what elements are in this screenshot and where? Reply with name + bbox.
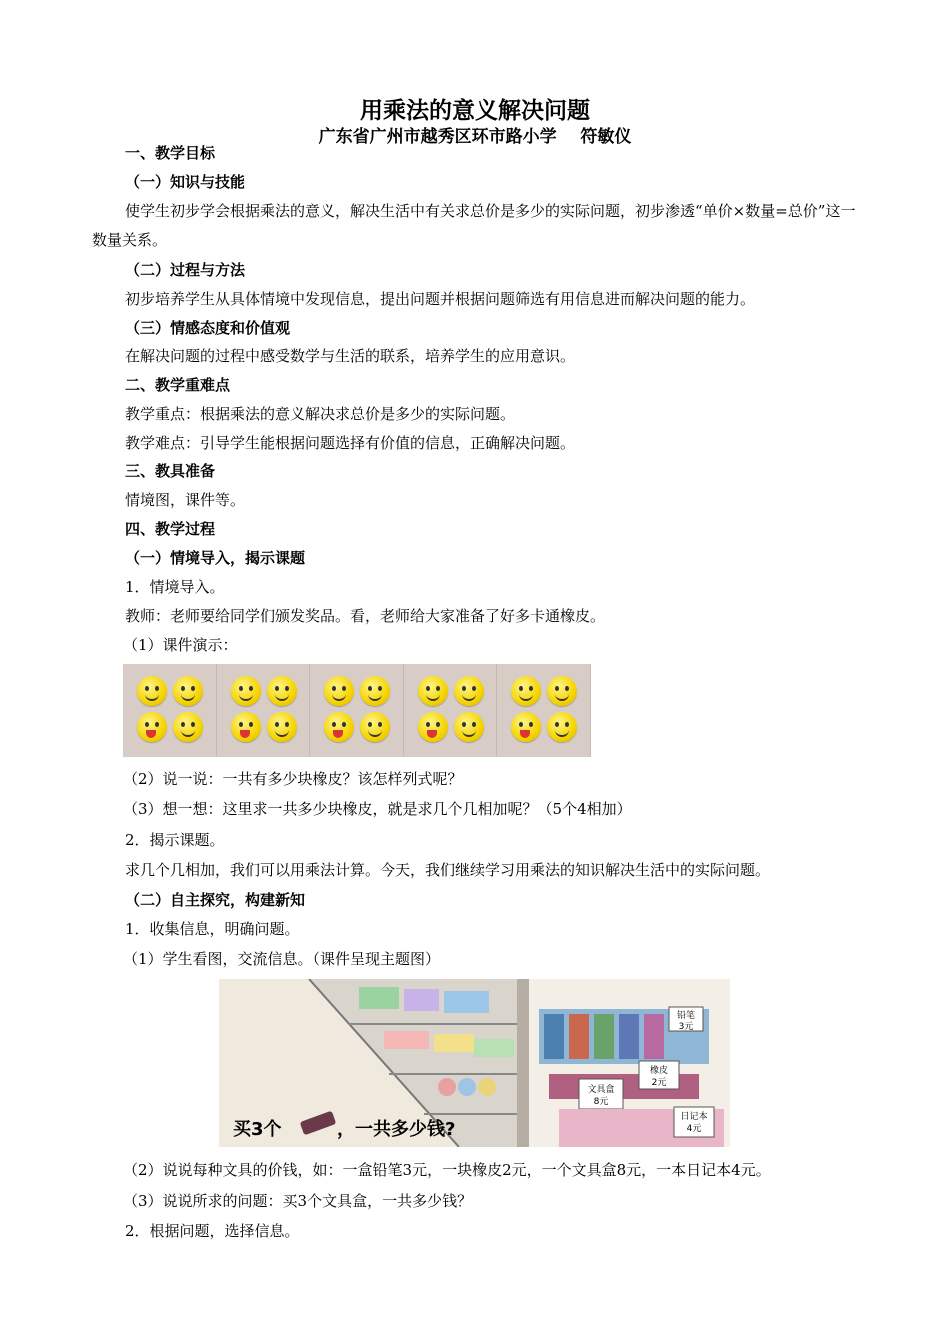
eraser-pack [217,664,311,757]
paragraph: 1．情境导入。 [125,578,225,596]
subsection-heading: （三）情感态度和价值观 [125,319,291,337]
paragraph: （3）说说所求的问题：买3个文具盒，一共多少钱？ [123,1192,473,1210]
paragraph: 使学生初步学会根据乘法的意义，解决生活中有关求总价是多少的实际问题，初步渗透“单价×数量=总价”这一数量关系。 [92,202,856,249]
section-heading: 四、教学过程 [125,520,216,538]
eraser-pack [497,664,591,757]
svg-text:文具盒: 文具盒 [587,1085,615,1095]
paragraph: 求几个几相加，我们可以用乘法计算。今天，我们继续学习用乘法的知识解决生活中的实际问题。 [125,861,771,879]
smiley-eraser-icon [360,676,390,706]
paragraph: 教师：老师要给同学们颁发奖品。看，老师给大家准备了好多卡通橡皮。 [125,607,606,625]
document-title: 用乘法的意义解决问题 [360,98,590,124]
smiley-eraser-icon [173,712,203,742]
smiley-eraser-icon [137,712,167,742]
paragraph: 2．根据问题，选择信息。 [125,1222,300,1240]
svg-text:买3个: 买3个 [233,1119,282,1140]
price-tag-pencil: 铅笔 [676,1011,696,1021]
subsection-heading: （二）过程与方法 [125,261,246,279]
smiley-eraser-icon [324,676,354,706]
subsection-heading: （一）情境导入，揭示课题 [125,549,306,567]
svg-text:8元: 8元 [593,1097,609,1107]
paragraph: 1．收集信息，明确问题。 [125,920,300,938]
stationery-store-image [219,979,730,1147]
svg-text:日记本: 日记本 [680,1112,708,1122]
eraser-pack [310,664,404,757]
author-line: 广东省广州市越秀区环市路小学 符敏仪 [318,127,632,147]
paragraph: 教学难点：引导学生能根据问题选择有价值的信息，正确解决问题。 [125,434,576,452]
smiley-eraser-icon [137,676,167,706]
eraser-pack [123,664,217,757]
paragraph: 情境图，课件等。 [125,491,246,509]
svg-text:4元: 4元 [686,1124,702,1134]
smiley-eraser-icon [267,676,297,706]
paragraph: 在解决问题的过程中感受数学与生活的联系，培养学生的应用意识。 [125,347,576,365]
svg-text:，一共多少钱?: ，一共多少钱? [337,1119,456,1140]
smiley-eraser-icon [547,676,577,706]
subsection-heading: （一）知识与技能 [125,173,246,191]
subsection-heading: （二）自主探究，构建新知 [125,891,306,909]
smiley-eraser-icon [418,712,448,742]
section-heading: 一、教学目标 [125,144,216,162]
paragraph: 2．揭示课题。 [125,831,225,849]
erasers-image [123,664,591,757]
paragraph: （1）课件演示： [123,636,238,654]
paragraph: （2）说说每种文具的价钱，如：一盒铅笔3元，一块橡皮2元，一个文具盒8元，一本日记本4元。 [123,1161,771,1179]
smiley-eraser-icon [511,712,541,742]
paragraph: 教学重点：根据乘法的意义解决求总价是多少的实际问题。 [125,405,516,423]
smiley-eraser-icon [231,712,261,742]
smiley-eraser-icon [454,712,484,742]
paragraph: （3）想一想：这里求一共多少块橡皮，就是求几个几相加呢？（5个4相加） [123,800,632,818]
section-heading: 二、教学重难点 [125,376,231,394]
paragraph: （2）说一说：一共有多少块橡皮？该怎样列式呢？ [123,770,463,788]
smiley-eraser-icon [418,676,448,706]
section-heading: 三、教具准备 [125,462,216,480]
smiley-eraser-icon [511,676,541,706]
smiley-eraser-icon [231,676,261,706]
svg-text:橡皮: 橡皮 [649,1066,669,1076]
paragraph: 初步培养学生从具体情境中发现信息，提出问题并根据问题筛选有用信息进而解决问题的能力。 [125,290,756,308]
smiley-eraser-icon [547,712,577,742]
smiley-eraser-icon [173,676,203,706]
smiley-eraser-icon [267,712,297,742]
smiley-eraser-icon [454,676,484,706]
smiley-eraser-icon [360,712,390,742]
smiley-eraser-icon [324,712,354,742]
paragraph: （1）学生看图，交流信息。（课件呈现主题图） [123,950,441,968]
svg-text:3元: 3元 [678,1022,694,1032]
eraser-pack [404,664,498,757]
svg-text:2元: 2元 [651,1078,667,1088]
